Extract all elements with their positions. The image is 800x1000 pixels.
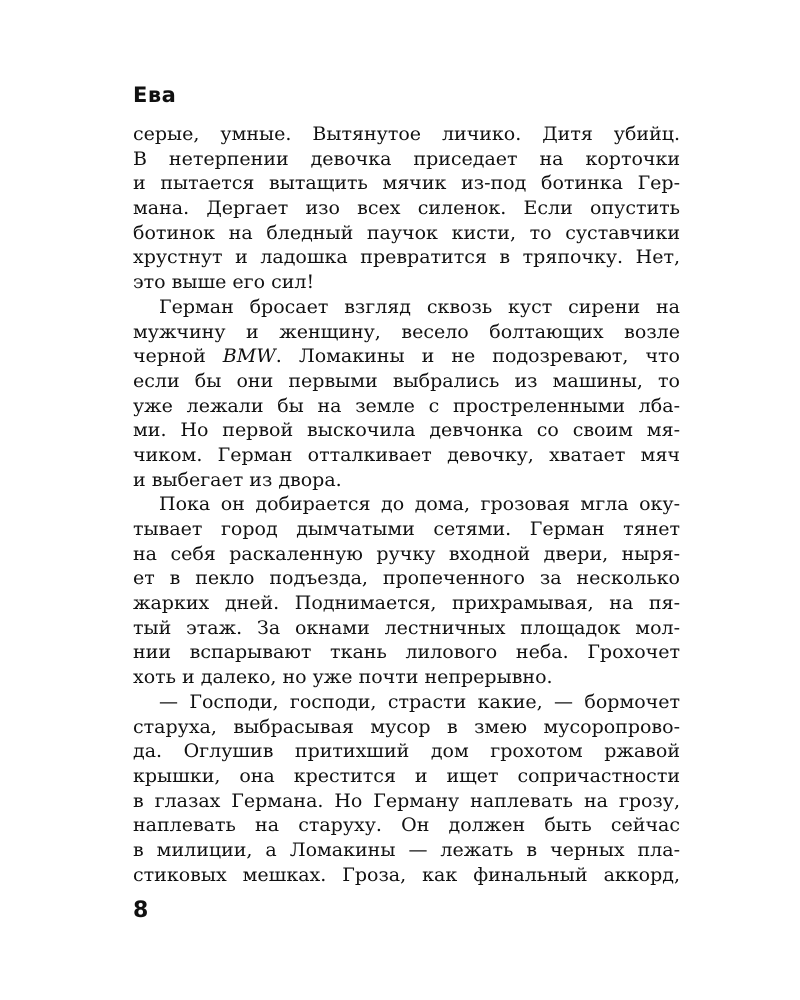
page-number: 8 <box>133 898 149 923</box>
text-line: Герман бросает взгляд сквозь куст сирени на <box>159 295 680 318</box>
text-line: хрустнут и ладошка превратится в тряпочку. Нет, <box>133 246 680 269</box>
text-line: хоть и далеко, но уже почти непрерывно. <box>133 666 553 689</box>
text-line: мана. Дергает изо всех силенок. Если опустить <box>133 197 680 220</box>
text-line: тывает город дымчатыми сетями. Герман тянет <box>133 518 680 540</box>
text-line: это выше его сил! <box>133 271 315 294</box>
text-line: ет в пекло подъезда, пропеченного за несколько <box>133 567 680 590</box>
text-line: старуха, выбрасывая мусор в змею мусоропрово- <box>133 715 680 738</box>
text-line: ботинок на бледный паучок кисти, то суставчики <box>133 221 680 244</box>
text-line: наплевать на старуху. Он должен быть сейчас <box>133 814 680 837</box>
text-line: крышки, она крестится и ищет сопричастности <box>133 764 680 787</box>
text-line: в глазах Германа. Но Герману наплевать на грозу, <box>133 789 680 812</box>
text-line: да. Оглушив притихший дом грохотом ржавой <box>133 740 680 763</box>
text-line: тый этаж. За окнами лестничных площадок мол- <box>133 616 680 639</box>
text-line: серые, умные. Вытянутое личико. Дитя убийц. <box>133 123 680 145</box>
text-line: на себя раскаленную ручку входной двери, ныря- <box>133 542 680 565</box>
text-line: ми. Но первой выскочила девчонка со своим мя- <box>133 419 680 442</box>
text-line: жарких дней. Поднимается, прихрамывая, на пя- <box>133 592 680 615</box>
brand-name: BMW <box>222 345 276 368</box>
body-text <box>133 122 680 887</box>
running-head: Ева <box>133 83 177 107</box>
text-line: Пока он добирается до дома, грозовая мгла оку- <box>159 493 680 516</box>
text-line: если бы они первыми выбрались из машины, то <box>133 369 680 392</box>
text-line: уже лежали бы на земле с простреленными лба- <box>133 394 680 417</box>
text-line: нии вспарывают ткань лилового неба. Грохочет <box>133 641 680 664</box>
text-line: В нетерпении девочка приседает на корточки <box>133 147 680 170</box>
text-line: мужчину и женщину, весело болтающих возле <box>133 320 680 343</box>
text-line: в милиции, а Ломакины — лежать в черных пла- <box>133 838 680 861</box>
text-line: и выбегает из двора. <box>133 468 342 491</box>
text-line: и пытается вытащить мячик из-под ботинка Гер- <box>133 172 680 195</box>
text-line: черной BMW. Ломакины и не подозревают, что <box>133 345 680 368</box>
text-line: стиковых мешках. Гроза, как финальный аккорд, <box>133 863 680 886</box>
text-line: чиком. Герман отталкивает девочку, хватает мяч <box>133 443 680 466</box>
text-line: — Господи, господи, страсти какие, — бормочет <box>159 690 680 713</box>
